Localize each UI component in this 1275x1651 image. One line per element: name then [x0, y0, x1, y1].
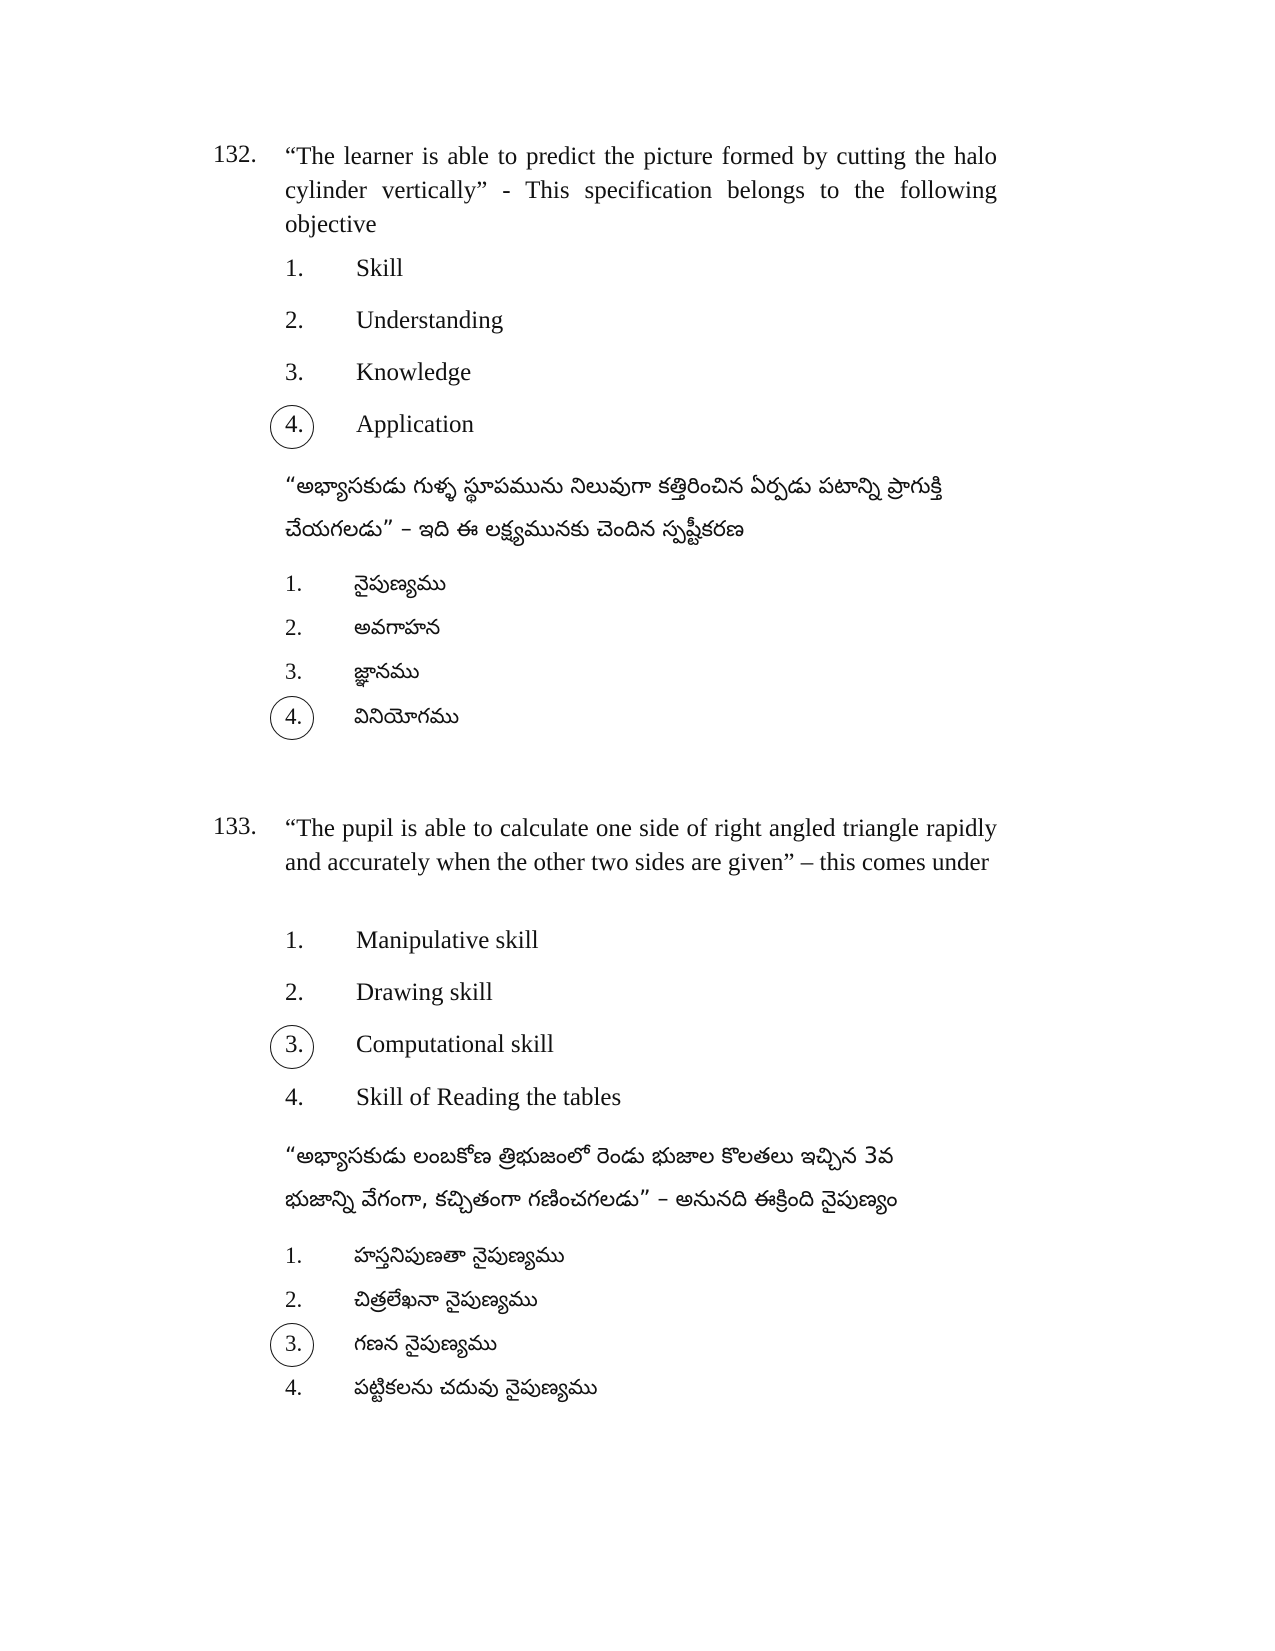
circled-option-number: 4. — [285, 704, 303, 729]
question-text-telugu — [285, 465, 1005, 551]
option-number: 1. — [285, 927, 304, 954]
option-number: 3. — [285, 359, 304, 386]
option-label: Skill — [356, 255, 404, 282]
option-label: గణన నైపుణ్యము — [354, 1331, 498, 1355]
option-number: 4. — [285, 1084, 304, 1111]
circled-option-number: 4. — [285, 411, 325, 439]
option-label: Application — [356, 411, 475, 438]
option-label: Understanding — [356, 307, 504, 334]
option-label: చిత్రలేఖనా నైపుణ్యము — [354, 1287, 538, 1311]
option-label: పట్టికలను చదువు నైపుణ్యము — [354, 1375, 598, 1399]
question-text-english: “The pupil is able to calculate one side of right angled triangle rapidly and accurately when the other two sides are given” – this comes under — [285, 815, 997, 876]
option-number: 4. — [285, 1375, 303, 1400]
option-label: వినియోగము — [354, 704, 460, 728]
option-label: Computational skill — [356, 1031, 554, 1058]
option-number: 1. — [285, 1243, 303, 1268]
option-label: Drawing skill — [356, 979, 493, 1006]
option-label: Knowledge — [356, 359, 472, 386]
option-label: హస్తనిపుణతా నైపుణ్యము — [354, 1243, 565, 1267]
option-label: అవగాహన — [354, 615, 441, 639]
option-number: 3. — [285, 659, 303, 684]
telugu-line-1: “అభ్యాసకుడు లంబకోణ త్రిభుజంలో రెండు భుజాల కొలతలు ఇచ్చిన 3వ — [285, 1144, 894, 1169]
option-number: 2. — [285, 307, 304, 334]
circled-option-number: 3. — [285, 1031, 325, 1059]
question-number: 133. — [213, 813, 257, 840]
telugu-line-2: చేయగలడు” – ఇది ఈ లక్ష్యమునకు చెందిన స్పష్టీకరణ — [285, 517, 745, 542]
option-label: Skill of Reading the tables — [356, 1084, 622, 1111]
option-number: 2. — [285, 1287, 303, 1312]
option-number: 1. — [285, 571, 303, 596]
question-text-telugu — [285, 1135, 1005, 1221]
option-number: 1. — [285, 255, 304, 282]
option-label: Manipulative skill — [356, 927, 539, 954]
telugu-line-2: భుజాన్ని వేగంగా, కచ్చితంగా గణించగలడు” – అనునది ఈక్రింది నైపుణ్యం — [285, 1187, 898, 1212]
question-number: 132. — [213, 141, 257, 168]
question-text-english: “The learner is able to predict the picture formed by cutting the halo cylinder vertically” - This specification belongs to the following objective — [285, 143, 997, 238]
option-number: 2. — [285, 979, 304, 1006]
option-number: 2. — [285, 615, 303, 640]
circled-option-number: 3. — [285, 1331, 303, 1356]
telugu-line-1: “అభ్యాసకుడు గుళ్ళ స్థూపమును నిలువుగా కత్తిరించిన ఏర్పడు పటాన్ని ప్రాగుక్తి — [285, 474, 942, 499]
option-label: జ్ఞానము — [354, 659, 420, 683]
option-label: నైపుణ్యము — [354, 571, 447, 595]
